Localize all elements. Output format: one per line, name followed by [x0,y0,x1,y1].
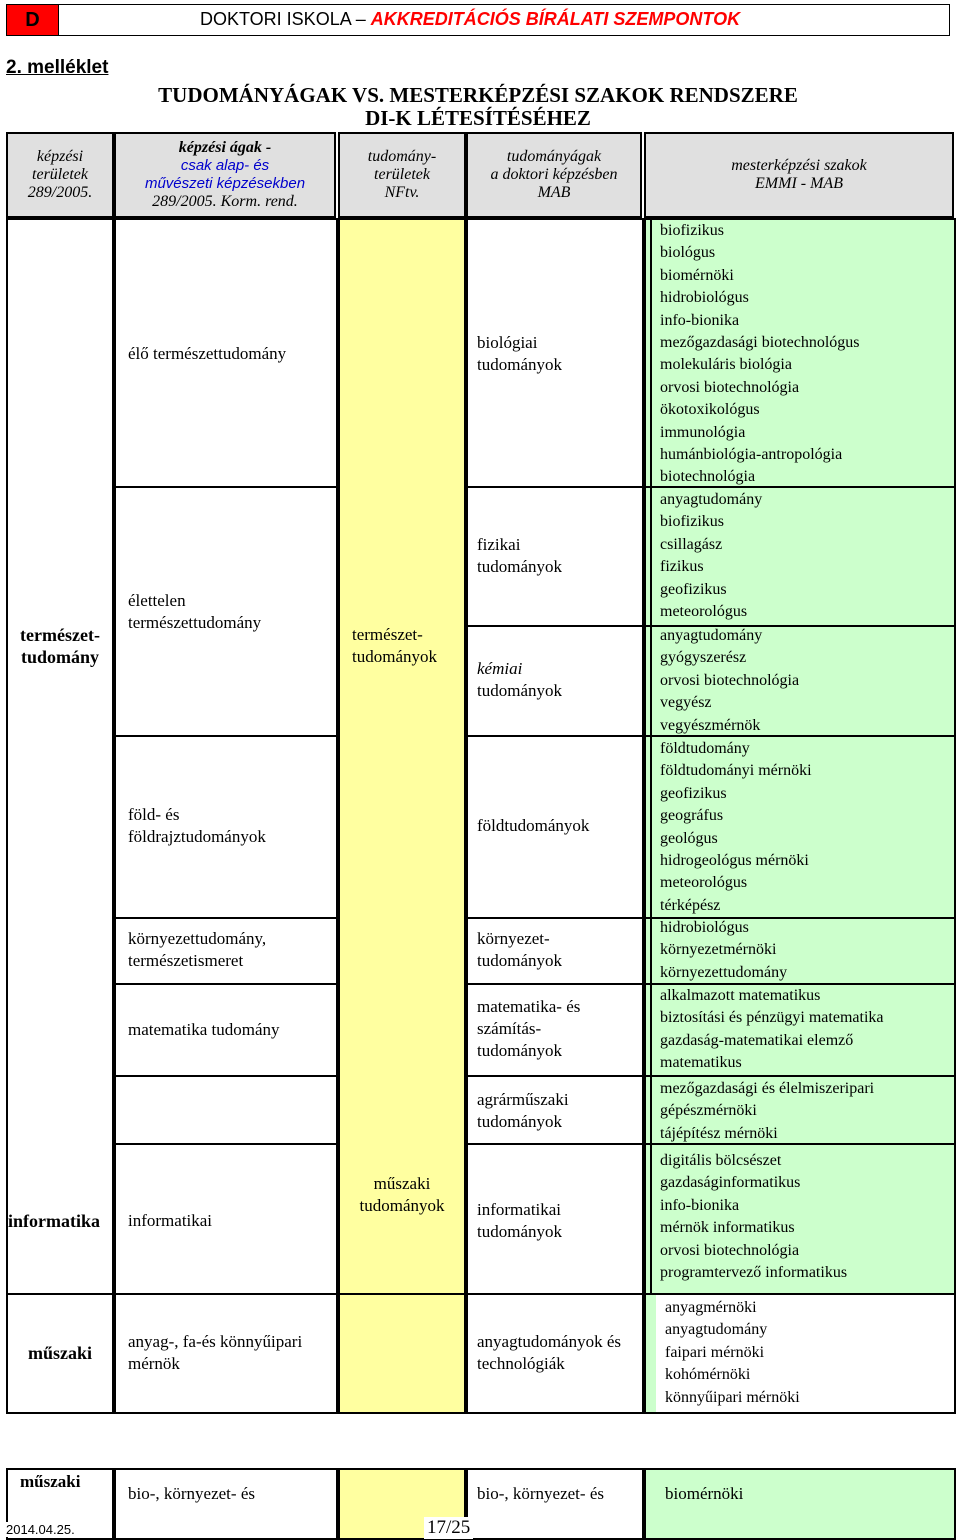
header-subtitle: AKKREDITÁCIÓS BÍRÁLATI SZEMPONTOK [370,9,741,29]
master-item: meteorológus [660,874,748,892]
master-item: mérnök informatikus [660,1219,795,1237]
masters-list-chemistry [660,625,799,737]
header-training-areas: képzési területek 289/2005. [6,132,114,218]
header-title: DOKTORI ISKOLA – AKKREDITÁCIÓS BÍRÁLATI SZEMPONTOK [200,9,741,29]
branch-living-science: élő természettudomány [128,344,287,363]
master-item: orvosi biotechnológia [660,671,800,689]
master-item: geofizikus [660,784,727,802]
master-item: térképész [660,896,721,914]
master-item: faipari mérnöki [665,1343,765,1361]
page-title-line2: DI-K LÉTESÍTÉSÉHEZ [365,106,591,130]
discipline-chemistry: kémiai tudományok [477,659,562,700]
masters-list-agricultural [660,1078,874,1145]
master-item: anyagtudomány [660,627,763,644]
master-item: hidrobiológus [660,289,749,307]
master-item: digitális bölcsészet [660,1152,782,1169]
discipline-agricultural-engineering: agrárműszaki tudományok [477,1090,569,1131]
master-item: geológus [660,829,718,847]
masters-list-physics [660,489,762,623]
field-natural-sciences: természet- tudományok [352,625,437,666]
masters-list-materials [665,1297,800,1409]
master-item: vegyész [660,694,712,712]
area-informatics: informatika [8,1211,100,1231]
master-item: földtudományi mérnöki [660,762,812,780]
discipline-earth: földtudományok [477,816,590,835]
logo-badge: D [7,5,59,35]
masters-list-environment [660,917,787,984]
master-item: programtervező informatikus [660,1264,848,1282]
master-item: anyagmérnöki [665,1299,757,1316]
masters-list-biology [660,220,860,489]
header-science-areas: tudomány- területek NFtv. [338,132,466,218]
master-item: csillagász [660,535,723,553]
discipline-biology: biológiai tudományok [477,333,562,374]
master-item: immunológia [660,423,746,441]
master-item: környezetmérnöki [660,941,777,959]
branch-materials: anyag-, fa-és könnyűipari mérnök [128,1332,303,1373]
master-item: földtudomány [660,740,750,757]
school-name: DOKTORI ISKOLA [200,9,351,29]
master-item: vegyészmérnök [660,716,761,734]
master-item: anyagtudomány [665,1321,768,1339]
master-item: info-bionika [660,311,740,329]
master-item: gazdaságinformatikus [660,1174,801,1192]
areas-column [6,218,114,1414]
bottom-discipline-label: bio-, környezet- és [477,1484,604,1503]
master-item: info-bionika [660,1196,740,1214]
area-engineering: műszaki [27,1343,92,1363]
master-item: mezőgazdasági és élelmiszeripari [660,1080,875,1097]
master-item: biztosítási és pénzügyi matematika [660,1009,884,1027]
master-item: molekuláris biológia [660,356,792,374]
master-item: orvosi biotechnológia [660,378,800,396]
master-item: könnyűipari mérnöki [665,1388,800,1406]
branch-informatics: informatikai [128,1211,213,1230]
bottom-branch-label: bio-, környezet- és [128,1484,255,1503]
master-item: biofizikus [660,513,724,531]
masters-list-informatics [660,1150,847,1284]
master-item: meteorológus [660,603,748,621]
master-item: biomérnöki [660,266,734,284]
discipline-informatics: informatikai tudományok [477,1200,562,1241]
masters-list-earth [660,738,812,917]
master-item: tájépítész mérnöki [660,1124,778,1142]
master-item: orvosi biotechnológia [660,1241,800,1259]
header-masters: mesterképzési szakok EMMI - MAB [644,132,954,218]
branch-nonliving-science: élettelen természettudomány [128,591,262,632]
master-item: biológus [660,244,716,262]
master-item: kohómérnöki [665,1366,751,1384]
field-engineering-sciences: műszaki tudományok [359,1174,445,1215]
header-training-branches: képzési ágak - csak alap- és művészeti képzésekben 289/2005. Korm. rend. [114,132,336,218]
master-item: anyagtudomány [660,491,763,508]
master-item: humánbiológia-antropológia [660,446,843,464]
header-disciplines: tudományágak a doktori képzésben MAB [466,132,642,218]
master-item: környezettudomány [660,963,788,981]
science-fields-column [338,218,466,1414]
master-item: fizikus [660,558,704,576]
bottom-master-label: biomérnöki [665,1484,744,1503]
branch-earth-geography: föld- és földrajztudományok [128,805,266,846]
master-item: mezőgazdasági biotechnológus [660,334,860,352]
branch-mathematics: matematika tudomány [128,1020,280,1039]
discipline-physics: fizikai tudományok [477,535,562,576]
master-item: hidrogeológus mérnöki [660,852,809,870]
master-item: geofizikus [660,580,727,598]
page-title: TUDOMÁNYÁGAK VS. MESTERKÉPZÉSI SZAKOK RENDSZERE [158,83,798,107]
discipline-materials: anyagtudományok és technológiák [477,1332,621,1373]
area-natural-science: természet- tudomány [20,625,100,667]
bottom-area-label: műszaki [20,1472,81,1491]
master-item: geográfus [660,807,724,825]
branch-environment: környezettudomány, természetismeret [128,929,267,970]
master-item: hidrobiológus [660,919,749,936]
discipline-mathematics: matematika- és számítás- tudományok [477,997,581,1060]
master-item: alkalmazott matematikus [660,987,821,1004]
master-item: biofizikus [660,222,724,239]
footer-date: 2014.04.25. [6,1522,79,1537]
master-item: gépészmérnöki [660,1102,757,1120]
master-item: matematikus [660,1054,742,1072]
master-item: ökotoxikológus [660,401,760,419]
footer-page-number: 17/25 [424,1517,473,1539]
master-item: gazdaság-matematikai elemző [660,1031,854,1049]
annex-label: 2. melléklet [6,57,109,78]
masters-list-mathematics [660,985,884,1075]
master-item: biotechnológia [660,468,756,486]
discipline-environment: környezet- tudományok [477,929,562,970]
master-item: gyógyszerész [660,649,747,667]
